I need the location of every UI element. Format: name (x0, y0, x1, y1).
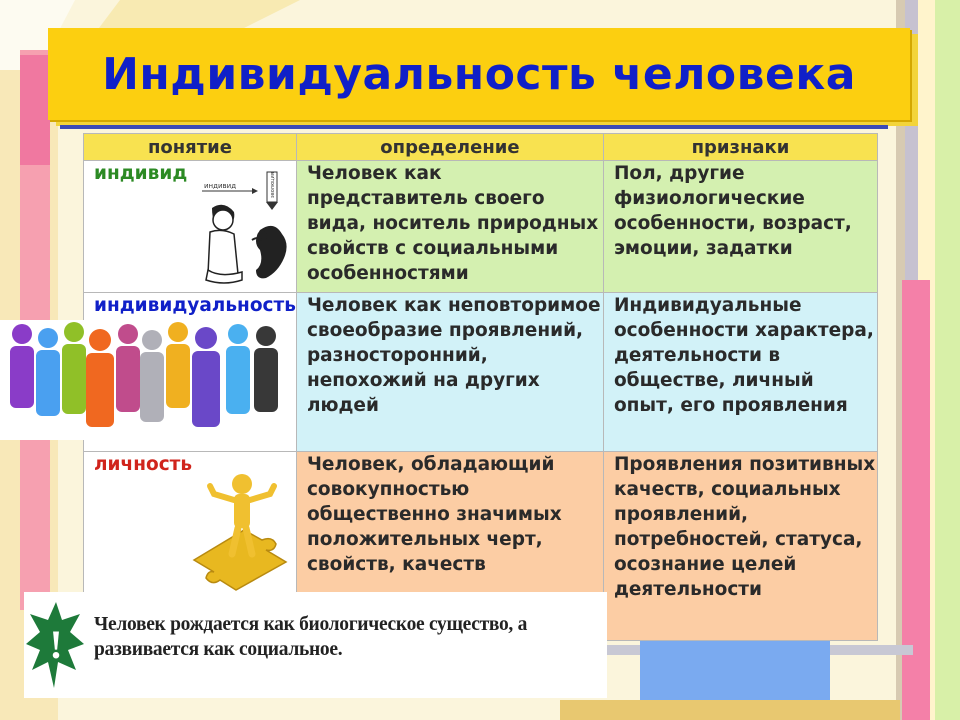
signs-cell: Проявления позитивных качеств, социальных проявлений, потребностей, статуса, осознание целей деятельности (603, 452, 877, 641)
dog-figure (252, 226, 287, 279)
note-text: Человек рождается как биологическое существо, а развивается как социальное. (94, 614, 528, 660)
boy-figure (206, 205, 242, 283)
table-header-row (84, 134, 878, 161)
gold-man-puzzle-illustration (188, 470, 300, 592)
signs-cell: Пол, другие физиологические особенности, возраст, эмоции, задатки (603, 161, 877, 293)
note-box (24, 592, 607, 698)
header-concept: понятие (84, 134, 297, 161)
boy-and-dog-illustration (190, 170, 300, 288)
header-definition: определение (296, 134, 603, 161)
definition-cell: Человек как представитель своего вида, носитель природных свойств с социальными особенностями (296, 161, 603, 293)
definition-cell: Человек, обладающий совокупностью общественно значимых положительных черт, свойств, качеств (296, 452, 603, 641)
term-label: индивидуальность (94, 295, 296, 316)
individ-mini-label: индивид (204, 182, 237, 190)
definition-cell: Человек как неповторимое своеобразие проявлений, разносторонний, непохожий на других людей (296, 293, 603, 452)
colorful-people-icon (0, 320, 296, 440)
note-mark: ! (49, 622, 63, 667)
term-label: индивид (94, 163, 188, 184)
slide-title: Индивидуальность человека (48, 28, 910, 120)
term-label: личность (94, 454, 193, 475)
title-underline (60, 125, 888, 129)
evolution-mini-label: эволюция (270, 172, 276, 198)
exclamation-star-icon (26, 600, 86, 692)
signs-cell: Индивидуальные особенности характера, деятельности в обществе, личный опыт, его проявления (603, 293, 877, 452)
header-signs: признаки (603, 134, 877, 161)
people-illustration (0, 320, 296, 440)
